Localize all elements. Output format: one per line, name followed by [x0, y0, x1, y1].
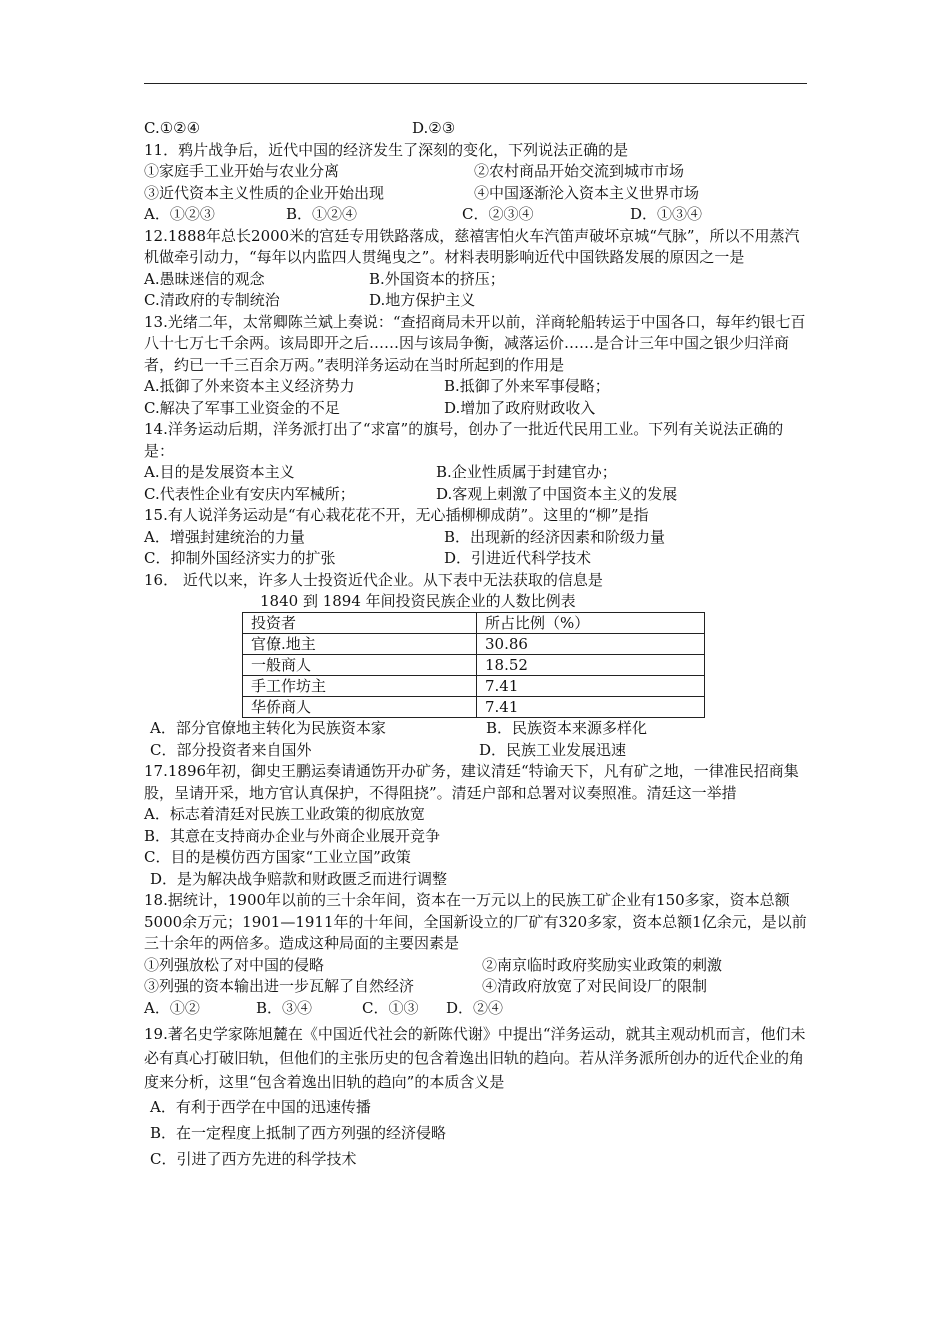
q14-option-b: B.企业性质属于封建官办；	[436, 463, 617, 481]
table-cell-ratio: 7.41	[477, 697, 705, 718]
q17-stem: 17.1896年初，御史王鹏运奏请通饬开办矿务，建议清廷“特谕天下，凡有矿之地，一律准民招商集股，呈请开采，地方官认真保护，不得阻挠”。清廷户部和总署对议奏照准。清廷这一举措	[144, 762, 799, 802]
table-cell-investor: 一般商人	[243, 655, 477, 676]
q13-stem: 13.光绪二年，太常卿陈兰斌上奏说：“查招商局未开以前，洋商轮船转运于中国各口，每年约银七百八十七万七千余两。该局即开之后……因与该局争衡，减落运价……是合计三年中国之银少归洋商者，约已一千三百余万两。”表明洋务运动在当时所起到的作用是	[144, 312, 806, 374]
table-header-row	[243, 613, 705, 634]
q10-option-d: D.②③	[412, 119, 456, 137]
q18-stem: 18.据统计，1900年以前的三十余年间，资本在一万元以上的民族工矿企业有150多家，资本总额5000余万元；1901—1911年的十年间，全国新设立的厂矿有320多家，资本总额1亿余元，是以前三十余年的两倍多。造成这种局面的主要因素是	[144, 891, 807, 952]
q19-option-a: A．有利于西学在中国的迅速传播	[150, 1098, 371, 1116]
q11-option-a: A．①②③	[144, 205, 215, 223]
q14-option-d: D.客观上刺激了中国资本主义的发展	[436, 484, 678, 503]
q17-option-d: D．是为解决战争赔款和财政匮乏而进行调整	[150, 869, 448, 888]
q18-option-c: C．①③	[362, 998, 419, 1017]
table-cell-investor: 华侨商人	[243, 697, 477, 718]
table-cell-investor: 手工作坊主	[243, 676, 477, 697]
q11-item-1: ①家庭手工业开始与农业分离	[144, 162, 340, 180]
q18-items-row1	[144, 955, 808, 977]
q19-stem: 19.著名史学家陈旭麓在《中国近代社会的新陈代谢》中提出“洋务运动，就其主观动机而言，他们未必有真心打破旧轨，但他们的主张历史的包含着逸出旧轨的趋向。若从洋务派所创办的近代企业的角度来分析，这里“包含着逸出旧轨的趋向”的本质含义是	[144, 1025, 806, 1091]
q13-options-row2	[144, 398, 808, 420]
q11-options	[144, 204, 808, 226]
q16-option-d: D．民族工业发展迅速	[479, 740, 627, 759]
q14-option-a: A.目的是发展资本主义	[144, 463, 295, 481]
q15-stem: 15.有人说洋务运动是“有心栽花花不开，无心插柳柳成荫”。这里的“柳”是指	[144, 506, 649, 524]
q11-item-3: ③近代资本主义性质的企业开始出现	[144, 183, 385, 202]
q11-item-2: ②农村商品开始交流到城市市场	[474, 162, 685, 180]
q16-options-row1	[144, 718, 808, 740]
q18-item-1: ①列强放松了对中国的侵略	[144, 955, 325, 974]
q11-option-b: B．①②④	[286, 205, 358, 223]
q16-option-c: C．部分投资者来自国外	[150, 740, 312, 759]
q12-option-a: A.愚昧迷信的观念	[144, 269, 265, 288]
q11-option-d: D．①③④	[630, 205, 703, 223]
q18-item-4: ④清政府放宽了对民间设厂的限制	[482, 977, 708, 995]
exam-page	[144, 118, 808, 1172]
q18-options	[144, 998, 808, 1020]
q16-stem: 16． 近代以来，许多人士投资近代企业。从下表中无法获取的信息是	[144, 570, 603, 589]
table-cell-ratio: 7.41	[477, 676, 705, 697]
q13-option-a: A.抵御了外来资本主义经济势力	[144, 377, 355, 395]
q18-items-row2	[144, 976, 808, 998]
q14-options-row2	[144, 484, 808, 506]
q16-option-a: A．部分官僚地主转化为民族资本家	[150, 719, 386, 737]
q10-option-c: C.①②④	[144, 119, 201, 137]
q16-table-caption: 1840 到 1894 年间投资民族企业的人数比例表	[260, 592, 576, 610]
table-row	[243, 676, 705, 697]
q12-option-c: C.清政府的专制统治	[144, 291, 280, 309]
q17-option-c: C．目的是模仿西方国家“工业立国”政策	[144, 848, 411, 866]
q10-options	[144, 118, 808, 140]
q16-table	[242, 612, 705, 718]
q15-option-b: B．出现新的经济因素和阶级力量	[444, 527, 666, 546]
q16-options-row2	[144, 740, 808, 762]
q13-option-c: C.解决了军事工业资金的不足	[144, 398, 340, 417]
table-cell-investor: 官僚.地主	[243, 634, 477, 655]
q15-option-c: C．抑制外国经济实力的扩张	[144, 549, 336, 567]
q15-option-a: A．增强封建统治的力量	[144, 527, 305, 546]
q11-item-4: ④中国逐渐沦入资本主义世界市场	[474, 183, 700, 202]
q14-option-c: C.代表性企业有安庆内军械所；	[144, 484, 355, 503]
q12-options-row1	[144, 269, 808, 291]
table-cell-ratio: 18.52	[477, 655, 705, 676]
q12-stem: 12.1888年总长2000米的宫廷专用铁路落成，慈禧害怕火车汽笛声破坏京城“气脉”，所以不用蒸汽机做牵引动力，“每年以内监四人贯绳曳之”。材料表明影响近代中国铁路发展的原因之一是	[144, 226, 800, 266]
q18-item-2: ②南京临时政府奖励实业政策的刺激	[482, 955, 723, 974]
q18-option-d: D．②④	[446, 998, 504, 1017]
q11-items-row1	[144, 161, 808, 183]
table-header-ratio: 所占比例（%）	[477, 613, 705, 634]
q18-option-a: A．①②	[144, 998, 200, 1017]
q19-option-c: C．引进了西方先进的科学技术	[150, 1150, 357, 1168]
header-rule	[144, 83, 807, 84]
q14-options-row1	[144, 462, 808, 484]
q13-option-b: B.抵御了外来军事侵略；	[444, 377, 610, 395]
q19-option-b: B．在一定程度上抵制了西方列强的经济侵略	[150, 1124, 447, 1142]
q11-stem: 11．鸦片战争后，近代中国的经济发生了深刻的变化，下列说法正确的是	[144, 140, 629, 159]
q13-option-d: D.增加了政府财政收入	[444, 398, 596, 417]
q17-option-a: A．标志着清廷对民族工业政策的彻底放宽	[144, 805, 425, 823]
q12-option-d: D.地方保护主义	[369, 291, 476, 309]
q15-options-row1	[144, 527, 808, 549]
q12-options-row2	[144, 290, 808, 312]
table-cell-ratio: 30.86	[477, 634, 705, 655]
q13-options-row1	[144, 376, 808, 398]
q16-option-b: B．民族资本来源多样化	[486, 719, 648, 737]
q15-option-d: D．引进近代科学技术	[444, 549, 592, 567]
table-row	[243, 634, 705, 655]
q18-option-b: B．③④	[256, 998, 313, 1017]
q15-options-row2	[144, 548, 808, 570]
q18-item-3: ③列强的资本输出进一步瓦解了自然经济	[144, 977, 415, 995]
q11-option-c: C．②③④	[462, 205, 534, 223]
table-row	[243, 655, 705, 676]
q11-items-row2	[144, 183, 808, 205]
q12-option-b: B.外国资本的挤压；	[369, 269, 505, 288]
table-header-investor: 投资者	[243, 613, 477, 634]
table-row	[243, 697, 705, 718]
q14-stem: 14.洋务运动后期，洋务派打出了“求富”的旗号，创办了一批近代民用工业。下列有关说法正确的是：	[144, 420, 784, 460]
q17-option-b: B．其意在支持商办企业与外商企业展开竞争	[144, 826, 441, 845]
